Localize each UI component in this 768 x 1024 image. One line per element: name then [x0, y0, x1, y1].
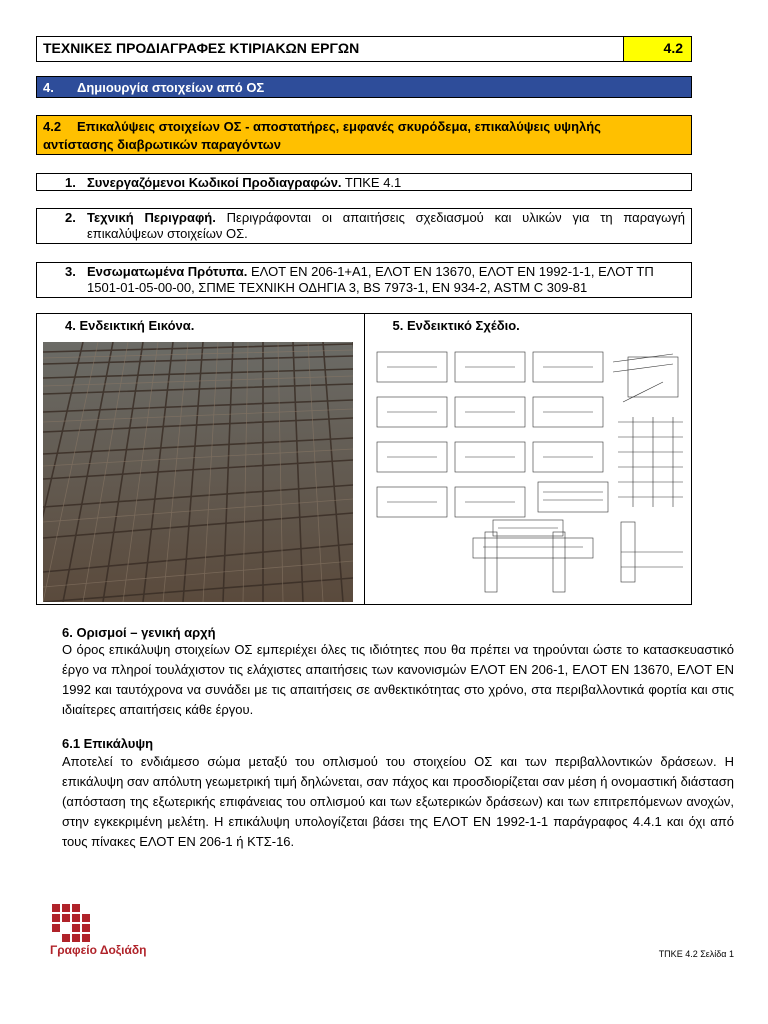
- section-4-title: Δημιουργία στοιχείων από ΟΣ: [77, 80, 265, 95]
- document-header: [36, 36, 692, 62]
- item-2-label: Τεχνική Περιγραφή.: [87, 210, 216, 225]
- reinforcement-drawings: [373, 342, 691, 604]
- item-1-number: 1.: [65, 175, 76, 190]
- section-6-1-title: 6.1 Επικάλυψη: [62, 736, 154, 751]
- rebar-mesh-photo: [43, 342, 353, 602]
- item-2-text: Περιγράφονται οι απαιτήσεις σχεδιασμού και υλικών για τη παραγωγή επικαλύψεων στοιχείων ΟΣ.: [87, 210, 685, 241]
- item-2-number: 2.: [65, 210, 76, 225]
- figures-row: [36, 313, 692, 605]
- section-6-1-text: Αποτελεί το ενδιάμεσο σώμα μεταξύ του οπλισμού του στοιχείου ΟΣ και των περιβαλλοντικών δράσεων. Η επικάλυψη σαν απόλυτη γεωμετρική τιμή δηλώνεται, σαν πάχος και προσδιορίζεται σαν μέση ή ονομαστική διάσταση (απόσταση της εξωτερικής επιφάνειας του οπλισμού και των εξωτερικών δράσεων) και των επιτρεπόμενων ανοχών, στην εγκεκριμένη μελέτη. Η επικάλυψη υπολογίζεται βάσει της ΕΛΟΤ ΕΝ 1992-1-1 παράγραφος 4.4.1 και όχι από τους πίνακες ΕΛΟΤ ΕΝ 206-1 ή ΚΤΣ-16.: [62, 754, 734, 849]
- section-4-2-number: 4.2: [43, 119, 62, 134]
- item-3-text: ΕΛΟΤ ΕΝ 206-1+Α1, ΕΛΟΤ ΕΝ 13670, ΕΛΟΤ ΕΝ 1992-1-1, ΕΛΟΤ ΤΠ 1501-01-05-00-00, ΣΠΜΕ ΤΕΧΝΙΚΗ ΟΔΗΓΙΑ 3, BS 7973-1, ΕΝ 934-2, ASTM C 309-81: [87, 264, 654, 295]
- document-title: ΤΕΧΝΙΚΕΣ ΠΡΟΔΙΑΓΡΑΦΕΣ ΚΤΙΡΙΑΚΩΝ ΕΡΓΩΝ: [43, 40, 360, 56]
- section-4-2-title-line2: αντίστασης διαβρωτικών παραγόντων: [43, 137, 281, 152]
- figure-photo-cell: [37, 314, 364, 604]
- section-4-number: 4.: [43, 80, 54, 95]
- figure-drawing-cell: [364, 314, 692, 604]
- item-1-label: Συνεργαζόμενοι Κωδικοί Προδιαγραφών.: [87, 175, 342, 190]
- logo-grid-icon: [52, 904, 92, 942]
- item-1-box: [36, 173, 692, 191]
- item-1-text: ΤΠΚΕ 4.1: [341, 175, 402, 190]
- item-3-box: [36, 262, 692, 298]
- logo-text: Γραφείο Δοξιάδη: [50, 943, 147, 957]
- item-3-number: 3.: [65, 264, 76, 279]
- item-2-box: [36, 208, 692, 244]
- section-4-2-title-line1: Επικαλύψεις στοιχείων ΟΣ - αποστατήρες, εμφανές σκυρόδεμα, επικαλύψεις υψηλής: [77, 119, 601, 134]
- section-6-text: Ο όρος επικάλυψη στοιχείων ΟΣ εμπεριέχει όλες τις ιδιότητες που θα πρέπει να τηρούνται ώστε το κατασκευαστικό έργο να πληροί τουλάχιστον τις ελάχιστες απαιτήσεις των κανονισμών ΕΛΟΤ ΕΝ 206-1, ΕΛΟΤ ΕΝ 13670, ΕΛΟΤ ΕΝ 1992 και ταυτόχρονα να συνάδει με τις απαιτήσεις σε ανθεκτικότητας στο χρόνο, στα περιβαλλοντικά φορτία και στις ιδιαίτερες απαιτήσεις κάθε έργου.: [62, 642, 734, 717]
- item-3-label: Ενσωματωμένα Πρότυπα.: [87, 264, 248, 279]
- section-6-title: 6. Ορισμοί – γενική αρχή: [62, 625, 216, 640]
- page-footer: ΤΠΚΕ 4.2 Σελίδα 1: [658, 949, 734, 959]
- doxiadis-logo: [52, 904, 92, 947]
- item-5-title: 5. Ενδεικτικό Σχέδιο.: [392, 318, 520, 333]
- document-code: 4.2: [623, 37, 691, 61]
- section-4-2-heading: [36, 115, 692, 155]
- item-4-title: 4. Ενδεικτική Εικόνα.: [65, 318, 195, 333]
- section-4-heading: [36, 76, 692, 98]
